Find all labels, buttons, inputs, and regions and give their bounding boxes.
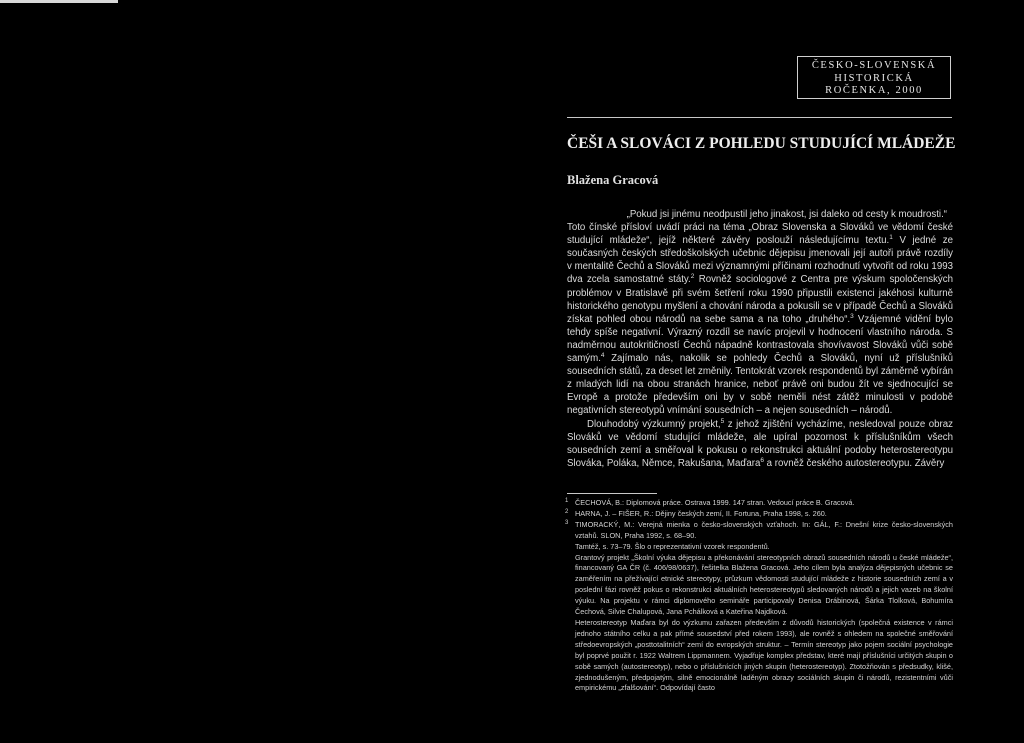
footnote-text-2: HARNA, J. – FIŠER, R.: Dějiny českých zemí, II. Fortuna, Praha 1998, s. 260.	[575, 508, 827, 518]
footnote-ref-1: 1	[889, 233, 893, 241]
p2-part-b: z jehož zjištění vycházíme, nesledoval pouze obraz Slováků ve vědomí studující mládeže, ale upíral pozornost k příslušníkům všech sousedních zemí a směřoval k pokusu o rekonstrukci aktuální podoby heterostereotypu Slováka, Poláka, Němce, Rakušana, Maďara	[567, 418, 953, 469]
footnote-rule	[567, 493, 657, 494]
footnote-text-3: TIMORACKÝ, M.: Verejná mienka o česko-slovenských vzťahoch. In: GÁL, F.: Dnešní krize česko-slovenských vztahů. SLON, Praha 1992, s. 68–90.	[575, 519, 953, 540]
footnote-3: 3 TIMORACKÝ, M.: Verejná mienka o česko-slovenských vzťahoch. In: GÁL, F.: Dnešní krize česko-slovenských vztahů. SLON, Praha 1992, s. 68–90.	[565, 519, 953, 540]
p1-part-b: V jedné ze současných českých středoškolských učebnic dějepisu jmenovali její autoři právě rozdíly v mentalitě Čechů a Slováků mezi významnými příčinami rozhodnutí vytvořit od roku 1993 dva zcela samostatné státy.	[567, 235, 953, 286]
article-title: ČEŠI A SLOVÁCI Z POHLEDU STUDUJÍCÍ MLÁDEŽE	[567, 135, 956, 152]
p1-part-e: Zajímalo nás, nakolik se pohledy Čechů a Slováků, nyní už příslušníků sousedních států, za deset let změnily. Tentokrát vzorek respondentů byl záměrně vybírán z mladých lidí na obou stranách hranice, neboť právě oni budou žít ve sjednocující se Evropě a protože především oni by v sobě neměli nést zátěž minulosti v podobě negativních stereotypů vnímání sousedních – a nejen sousedních – národů.	[567, 353, 953, 417]
journal-header-box	[797, 56, 951, 99]
body-paragraph-1	[567, 221, 953, 417]
p1-part-d: Vzájemné vidění bylo tehdy spíše negativní. Výrazný rozdíl se navíc projevil v hodnocení vlastního národa. S nadměrnou autokritičností Čechů nápadně kontrastovala shovívavost Slováků vůči sobě samým.	[567, 313, 953, 365]
journal-name-line-2: HISTORICKÁ	[834, 72, 914, 84]
footnote-ref-6: 6	[760, 456, 764, 464]
p1-part-a: Toto čínské přísloví uvádí práci na téma „Obraz Slovenska a Slováků ve vědomí české studující mládeže“, jejíž některé závěry poslouží následujícímu textu.	[567, 222, 953, 247]
header-rule	[567, 117, 952, 118]
footnotes	[567, 498, 953, 694]
article-body	[567, 208, 953, 470]
p1-part-c: Rovněž sociologové z Centra pre výskum spoločenských problémov v Bratislavě při svém šetření roku 1990 připustili existenci jakéhosi kulturně historického genotypu myšlení a chování národa a pokusili se v případě Čechů a Slováků získat pohled obou národů na sebe sama a na toho „druhého“.	[567, 274, 953, 325]
journal-name-line-3: ROČENKA, 2000	[825, 85, 923, 96]
journal-name-line-1: ČESKO-SLOVENSKÁ	[811, 60, 937, 71]
footnote-6	[567, 618, 953, 694]
footnote-ref-2: 2	[690, 273, 695, 281]
footnote-4	[567, 542, 953, 553]
footnote-text-1: ČECHOVÁ, B.: Diplomová práce. Ostrava 1999. 147 stran. Vedoucí práce B. Gracová.	[575, 498, 855, 507]
top-edge-bar	[0, 0, 118, 3]
footnote-text-5: Grantový projekt „Školní výuka dějepisu a překonávání stereotypních obrazů sousedních národů u české mládeže“, financovaný GA ČR (č. 406/98/0637), řešitelka Blažena Gracová. Jeho cílem byla analýza dějepisných učebnic se zaměřením na přežívající etnické stereotypy, průzkum vědomosti studující mládeže z historie sousedních zemí a v poslední fázi rovněž pokus o rekonstrukci aktuálních heterostereotypů sledovaných národů a jejich vazeb na školní výuku. Na projektu v rámci diplomového semináře participovaly Denisa Drábinová, Šárka Tlolková, Bohumíra Čechová, Silvie Chalupová, Jana Pchálková a Kateřina Najdková.	[575, 552, 953, 617]
epigraph-quote: „Pokud jsi jinému neodpustil jeho jinakost, jsi daleko od cesty k moudrosti.“	[626, 209, 947, 220]
footnote-text-4: Tamtéž, s. 73–79. Šlo o reprezentativní vzorek respondentů.	[575, 541, 770, 551]
footnote-ref-5: 5	[720, 417, 725, 425]
footnote-ref-3: 3	[850, 312, 854, 320]
p2-part-a: Dlouhodobý výzkumný projekt,	[587, 418, 721, 430]
body-paragraph-2	[567, 418, 953, 470]
footnote-text-6: Heterostereotyp Maďara byl do výzkumu zařazen především z důvodů historických (společná existence v rámci jednoho státního celku a pak přímé sousedství před rokem 1993), ale rovněž s ohledem na společné směřování středoevropských „posttotalitních“ zemí do evropských struktur. – Termín stereotyp jako pojem sociální psychologie byl poprvé použit r. 1922 Waltrem Lippmannem. Vyjadřuje komplex představ, které mají příslušníci určitých skupin o sobě samých (autostereotyp), nebo o příslušnících jiných skupin (heterostereotyp). Ztotožňován s předsudky, klišé, zjednodušeným, předpojatým, silně emocionálně laděným obrazy sociálních skupin či národů, rezistentními vůči empirickému „zfalšování“. Odpovídají často	[575, 617, 953, 693]
footnote-ref-4: 4	[600, 351, 605, 359]
footnote-2: 2 HARNA, J. – FIŠER, R.: Dějiny českých zemí, II. Fortuna, Praha 1998, s. 260.	[565, 508, 827, 518]
footnote-5	[567, 553, 953, 618]
p2-part-c: a rovněž českého autostereotypu. Závěry	[763, 457, 945, 469]
footnote-1: 1 ČECHOVÁ, B.: Diplomová práce. Ostrava 1999. 147 stran. Vedoucí práce B. Gracová.	[565, 498, 855, 507]
article-author: Blažena Gracová	[567, 173, 659, 187]
